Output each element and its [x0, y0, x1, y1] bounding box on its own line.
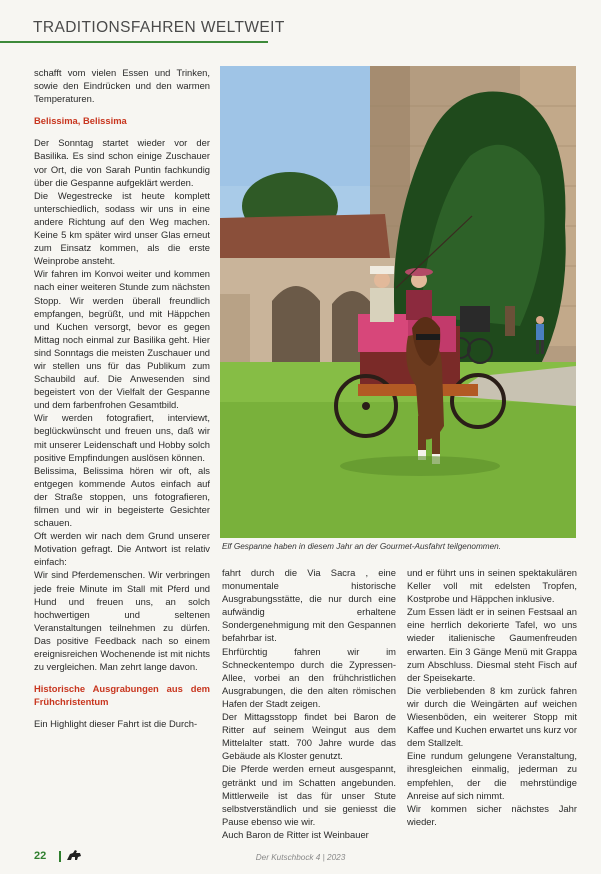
text-column-right — [407, 566, 577, 828]
paragraph: Der Mittagsstopp findet bei Baron de Ritter auf seinem Weingut aus dem Mittelalter statt. 700 Jahre wurde das Gebäude als Kloster genutzt. — [222, 711, 396, 762]
article-photo — [220, 66, 576, 538]
text-column-left — [34, 66, 210, 731]
paragraph: Zum Essen lädt er in seinen Festsaal an eine herrlich dekorierte Tafel, wo uns wieder italienische Gaumenfreuden erwarten. Ein 3 Gänge Menü mit Grappa zum Abschluss. Diesmal steht Fisch auf der Speisekarte. — [407, 606, 577, 683]
section-heading: Historische Ausgrabungen aus dem Frühchristentum — [34, 683, 210, 708]
paragraph: Wir sind Pferdemenschen. Wir verbringen jede freie Minute im Stall mit Pferd und Hund und freuen uns, an solch hochwertigen und seltenen Veranstaltungen teilnehmen zu dürfen. Das positive Feedback nach so einem ereignisreichen Wochenende ist mit nichts zu vergleichen. Man zehrt lange davon. — [34, 569, 210, 673]
paragraph: und er führt uns in seinen spektakulären Keller voll mit edelsten Tropfen, Kostprobe und Häppchen inklusive. — [407, 567, 577, 605]
carriage-photo-icon — [220, 66, 576, 538]
paragraph: Wir kommen sicher nächstes Jahr wieder. — [407, 802, 577, 827]
text-column-middle — [222, 566, 396, 841]
page-number: 22 — [34, 850, 47, 862]
paragraph: Die Wegestrecke ist heute komplett unterschiedlich, sodass wir uns in eine andere Richtung auf den Weg machen. Keine 5 km später wird unser Glas erneut zum Einsatz kommen, als die erste Weinprobe ansteht. — [34, 189, 210, 267]
photo-caption: Elf Gespanne haben in diesem Jahr an der Gourmet-Ausfahrt teilgenommen. — [222, 542, 501, 551]
paragraph: Wir werden fotografiert, interviewt, beglückwünscht und freuen uns, daß wir mit unserer Leidenschaft und Hobby solch positive Empfindungen auslösen können. — [34, 412, 210, 463]
paragraph: Die Pferde werden erneut ausgespannt, getränkt und im Schatten angebunden. Mittlerweile ist das für unser Stute selbstverständlich und sie geniesst die Pause ebenso wie wir. — [222, 763, 396, 827]
paragraph: Oft werden wir nach dem Grund unserer Motivation gefragt. Die Antwort ist relativ einfach: — [34, 530, 210, 568]
section-title: TRADITIONSFAHREN WELTWEIT — [33, 19, 285, 36]
paragraph: Belissima, Belissima hören wir oft, als entgegen kommende Autos einfach auf der Straße stoppen, uns fotografieren, filmen und wir in begeisterte Gesichter schauen. — [34, 464, 210, 529]
paragraph: Ein Highlight dieser Fahrt ist die Durch- — [34, 718, 198, 730]
paragraph: Ehrfürchtig fahren wir im Schneckentempo durch die Zypressen-Allee, vorbei an den frühchristlichen Ausgrabungen, die den alten römischen Hafen der Stadt zeigen. — [222, 645, 396, 709]
paragraph: Eine rundum gelungene Veranstaltung, ihresgleichen einmalig, jederman zu empfehlen, der die mehrstündige Anreise auf sich nimmt. — [407, 750, 577, 801]
paragraph: fahrt durch die Via Sacra , eine monumentale historische Ausgrabungsstätte, die nur durch eine aufwändig erhaltene Sondergenehmigung mit den Gespannen befahrbar ist. — [222, 567, 396, 644]
paragraph: Die verbliebenden 8 km zurück fahren wir durch die Weingärten auf weichen Wiesenböden, ein weiterer Stopp mit Kaffee und Kuchen erwartet uns kurz vor dem Stallzelt. — [407, 684, 577, 749]
page-header — [0, 0, 601, 46]
paragraph: schafft vom vielen Essen und Trinken, sowie den Eindrücken und den warmen Temperaturen. — [34, 67, 210, 105]
header-rule — [0, 41, 268, 43]
paragraph: Auch Baron de Ritter ist Weinbauer — [222, 828, 369, 840]
paragraph: Der Sonntag startet wieder vor der Basilika. Es sind schon einige Zuschauer vor Ort, die von Sarah Puntin fachkundig über die Gespanne aufgeklärt werden. — [34, 137, 210, 188]
section-heading: Belissima, Belissima — [34, 115, 127, 127]
publication-footer: Der Kutschbock 4 | 2023 — [255, 853, 346, 862]
paragraph: Wir fahren im Konvoi weiter und kommen nach einer weiteren Stunde zum nächsten Stopp. Wir werden überall freundlich empfangen, begrüßt, und mit Häppchen und Kuchen versorgt, bevor es gegen Mittag noch einmal zur Basilika geht. Hier sind Sonntags die meisten Zuschauer und wir stellen uns für das Publikum zum Schaubild auf. Die Anwesenden sind begeistert von der Vielfalt der Gespanne und dem farbenfrohen Gesamtbild. — [34, 268, 210, 411]
